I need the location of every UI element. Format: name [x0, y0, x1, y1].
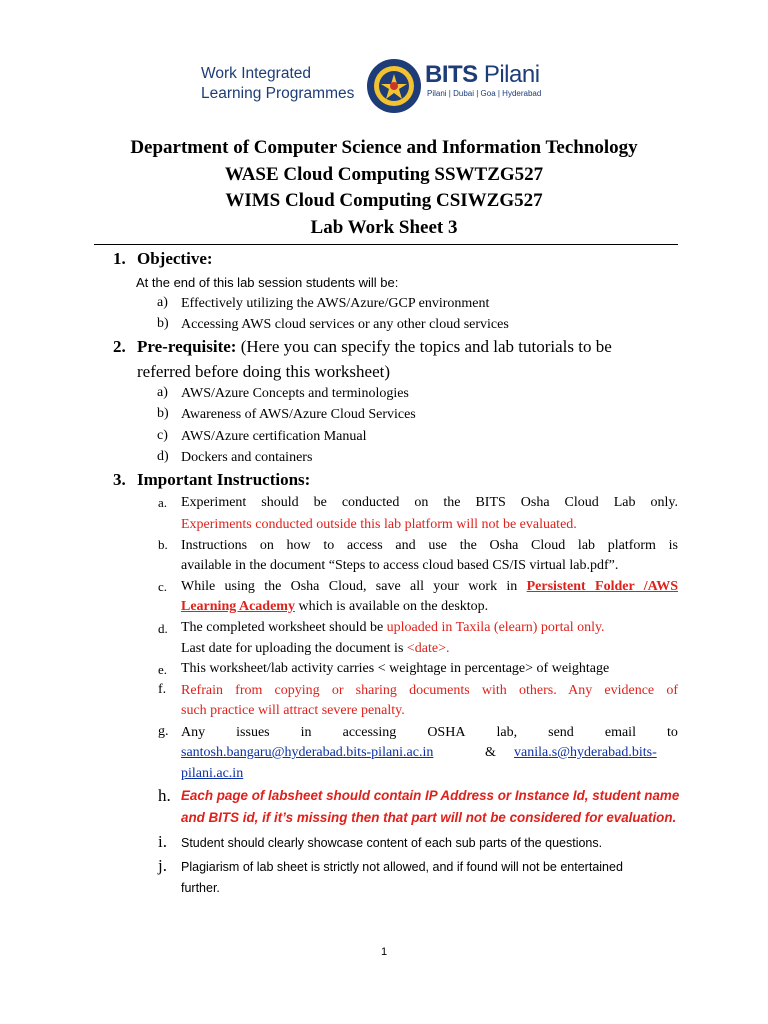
instruction-e: This worksheet/lab activity carries < weightage in percentage> of weightage — [181, 661, 610, 676]
vanila-email-wrap-2 — [181, 765, 243, 783]
list-label: f. — [158, 682, 167, 697]
lab-sheet-title: Lab Work Sheet 3 — [310, 216, 458, 238]
list-item: AWS/Azure certification Manual — [181, 429, 367, 444]
list-label: i. — [158, 832, 167, 851]
list-item: Accessing AWS cloud services or any other cloud services — [181, 317, 509, 332]
wims-course-title: WIMS Cloud Computing CSIWZG527 — [225, 190, 543, 211]
bits-bold-text: BITS — [425, 61, 478, 88]
section-number: 2. — [113, 337, 126, 356]
list-label: d. — [158, 621, 168, 636]
instruction-b — [181, 535, 678, 556]
ampersand: & — [485, 745, 496, 760]
instruction-c-line2 — [181, 598, 488, 616]
bits-crest-icon — [366, 58, 422, 114]
instruction-warning: Refrain from copying or sharing documents with others. Any evidence of — [181, 683, 678, 698]
date-placeholder: <date>. — [406, 641, 450, 656]
list-label: d) — [157, 449, 169, 464]
page-number: 1 — [380, 946, 388, 958]
instruction-d-line2 — [181, 640, 450, 658]
instruction-warning: uploaded in Taxila (elearn) portal only. — [386, 620, 605, 635]
instruction-a — [181, 492, 678, 513]
list-label: g. — [158, 724, 169, 739]
word: accessing — [342, 725, 397, 740]
instruction-text: The completed worksheet should be — [181, 620, 387, 635]
persistent-folder-link[interactable]: Persistent Folder /AWS — [526, 579, 679, 594]
section-heading: Objective: — [137, 249, 213, 268]
wase-course-title: WASE Cloud Computing SSWTZG527 — [224, 163, 544, 185]
instruction-text-cont: which is available on the desktop. — [294, 599, 489, 614]
wilp-line-2: Learning Programmes — [201, 85, 355, 102]
list-label: a) — [157, 295, 168, 310]
instruction-j-cont: further. — [181, 881, 220, 895]
list-label: a) — [157, 385, 168, 400]
section-heading: Pre-requisite: — [137, 337, 237, 356]
instruction-d — [181, 619, 605, 637]
word: send — [548, 725, 574, 740]
instruction-warning-cont: such practice will attract severe penalty. — [181, 703, 405, 718]
list-label: c) — [157, 428, 168, 443]
instruction-j: Plagiarism of lab sheet is strictly not allowed, and if found will not be entertained — [181, 860, 623, 874]
list-label: b. — [158, 537, 168, 552]
word: Any — [181, 725, 206, 740]
word: email — [604, 725, 636, 740]
instruction-f — [181, 680, 678, 701]
instruction-c — [181, 576, 678, 597]
document-title-block — [0, 135, 768, 241]
list-item: Effectively utilizing the AWS/Azure/GCP environment — [181, 296, 490, 311]
instruction-h-cont: and BITS id, if it’s missing then that part will not be considered for evaluation. — [181, 810, 677, 825]
prerequisite-desc-line2 — [137, 362, 390, 382]
section-description: (Here you can specify the topics and lab tutorials to be — [236, 337, 612, 356]
word: in — [300, 725, 312, 740]
word: issues — [236, 725, 270, 740]
instruction-warning: Experiments conducted outside this lab platform will not be evaluated. — [181, 517, 577, 532]
list-label: a. — [158, 495, 168, 510]
instruction-text: Instructions on how to access and use the Osha Cloud lab platform is — [181, 538, 678, 553]
instruction-h: Each page of labsheet should contain IP Address or Instance Id, student name — [181, 788, 680, 803]
santosh-email-link[interactable]: santosh.bangaru@hyderabad.bits-pilani.ac.in — [181, 745, 434, 760]
list-label: e. — [158, 662, 168, 677]
document-header — [0, 58, 768, 118]
instruction-i: Student should clearly showcase content of each sub parts of the questions. — [181, 836, 603, 850]
list-label: j. — [158, 856, 167, 875]
list-item: Awareness of AWS/Azure Cloud Services — [181, 407, 416, 422]
vanila-email-link[interactable]: vanila.s@hyderabad.bits- — [514, 745, 657, 760]
department-title: Department of Computer Science and Information Technology — [130, 137, 638, 158]
instruction-text: While using the Osha Cloud, save all your work in — [181, 579, 527, 594]
instruction-g-line2 — [181, 744, 433, 762]
bits-light-text: Pilani — [477, 61, 540, 88]
instruction-g — [181, 722, 678, 743]
learning-academy-link[interactable]: Learning Academy — [181, 599, 295, 614]
title-divider — [94, 244, 678, 245]
objective-intro: At the end of this lab session students will be: — [136, 275, 399, 290]
bits-campuses: Pilani | Dubai | Goa | Hyderabad — [427, 89, 542, 98]
list-item: Dockers and containers — [181, 450, 313, 465]
vanila-email-wrap — [514, 744, 657, 762]
wilp-line-1: Work Integrated — [201, 65, 311, 82]
list-label: h. — [158, 786, 171, 805]
instruction-text: Experiment should be conducted on the BITS Osha Cloud Lab only. — [181, 495, 678, 510]
word: OSHA — [427, 725, 466, 740]
section-number: 1. — [113, 249, 126, 268]
list-label: c. — [158, 579, 168, 594]
instruction-text-cont: Last date for uploading the document is — [181, 641, 407, 656]
word: lab, — [496, 725, 518, 740]
section-description-cont: referred before doing this worksheet) — [137, 362, 391, 381]
section-heading: Important Instructions: — [137, 470, 311, 489]
word: to — [667, 725, 678, 740]
section-number: 3. — [113, 470, 126, 489]
list-item: AWS/Azure Concepts and terminologies — [181, 386, 409, 401]
list-label: b) — [157, 316, 169, 331]
instruction-text-cont: available in the document “Steps to access cloud based CS/IS virtual lab.pdf”. — [181, 558, 619, 573]
bits-pilani-logo — [425, 62, 541, 99]
vanila-email-link-cont[interactable]: pilani.ac.in — [181, 766, 244, 781]
wilp-logo-text — [201, 64, 354, 104]
list-label: b) — [157, 406, 169, 421]
